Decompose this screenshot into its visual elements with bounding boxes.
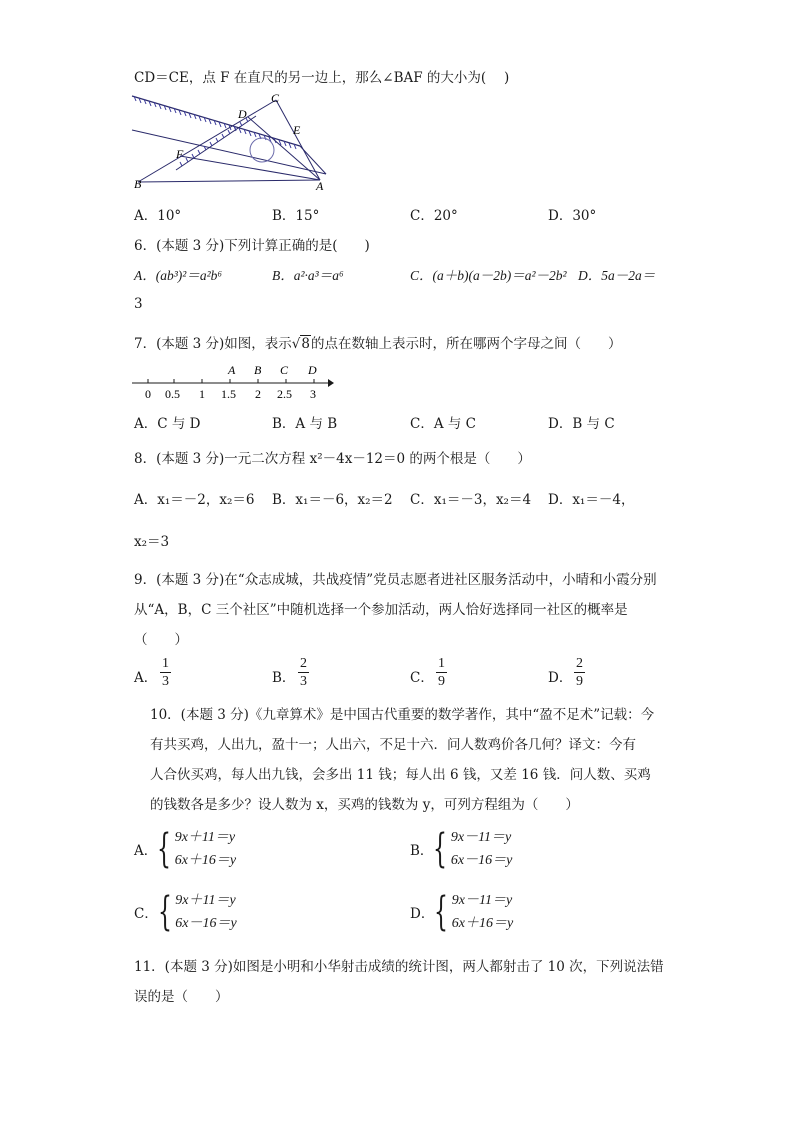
q6-option-d-cont: 3 xyxy=(134,296,143,312)
q9-b-den: 3 xyxy=(300,674,307,689)
q10-b-eq1: 9x－11＝y xyxy=(450,830,512,845)
brace-icon: { xyxy=(157,889,172,935)
q9-line-3: （ ） xyxy=(134,632,188,648)
q9-option-a-letter: A． xyxy=(134,670,158,686)
q9-a-num: 1 xyxy=(162,656,169,671)
q10-option-a[interactable] xyxy=(134,826,236,872)
q7-option-b[interactable]: B．A 与 B xyxy=(272,416,338,432)
q10-line-4: 的钱数各是多少？设人数为 x，买鸡的钱数为 y，可列方程组为（ ） xyxy=(150,797,579,813)
q9-option-d-letter: D． xyxy=(548,670,573,686)
label-E: E xyxy=(293,123,301,137)
q7-option-c[interactable]: C．A 与 C xyxy=(410,416,476,432)
q8-option-a[interactable]: A．x₁＝－2，x₂＝6 xyxy=(134,492,255,508)
q8-option-d-cont: x₂＝3 xyxy=(134,534,170,550)
label-C: C xyxy=(271,92,280,105)
q9-d-num: 2 xyxy=(576,656,583,671)
q10-d-eq1: 9x－11＝y xyxy=(451,893,513,908)
q5-stem: CD＝CE，点 F 在直尺的另一边上，那么∠BAF 的大小为( ) xyxy=(134,70,510,86)
q10-option-c[interactable] xyxy=(134,889,237,935)
sqrt-symbol: √ xyxy=(291,336,301,352)
q9-d-den: 9 xyxy=(576,674,583,689)
q6-stem: 6．(本题 3 分)下列计算正确的是( ) xyxy=(134,238,370,254)
letter-A: A xyxy=(228,363,236,377)
brace-icon: { xyxy=(434,889,449,935)
q10-c-eq2: 6x－16＝y xyxy=(175,916,237,931)
q7-stem-post: 的点在数轴上表示时，所在哪两个字母之间（ ） xyxy=(311,336,622,352)
label-A: A xyxy=(316,179,324,192)
q10-a-eq1: 9x＋11＝y xyxy=(174,830,236,845)
tick-2.5: 2.5 xyxy=(277,387,292,401)
q10-line-2: 有共买鸡，人出九，盈十一；人出六，不足十六．问人数鸡价各几何？译文：今有 xyxy=(150,737,636,753)
q9-option-b-letter: B． xyxy=(272,670,296,686)
q6-option-c[interactable]: C．(a＋b)(a－2b)＝a²－2b² xyxy=(410,268,567,283)
q9-c-num: 1 xyxy=(438,656,445,671)
tick-0: 0 xyxy=(145,387,151,401)
q10-option-b[interactable] xyxy=(410,826,512,872)
q10-d-letter: D． xyxy=(410,906,435,922)
q9-b-num: 2 xyxy=(300,656,307,671)
label-F: F xyxy=(176,147,184,161)
q7-radicand: 8 xyxy=(301,336,310,352)
q10-a-letter: A． xyxy=(134,843,158,859)
q5-figure xyxy=(128,92,338,192)
letter-D: D xyxy=(308,363,317,377)
q6-option-b[interactable]: B．a²·a³＝a⁶ xyxy=(272,268,344,283)
brace-icon: { xyxy=(433,826,448,872)
q10-b-letter: B． xyxy=(410,843,434,859)
q9-c-den: 9 xyxy=(438,674,445,689)
q5-option-b[interactable]: B．15° xyxy=(272,208,320,224)
q6-option-a[interactable]: A．(ab³)²＝a²b⁶ xyxy=(134,268,223,283)
q10-option-d[interactable] xyxy=(410,889,513,935)
q9-option-c-letter: C． xyxy=(410,670,434,686)
tick-1: 1 xyxy=(199,387,205,401)
q11-line-2: 误的是（ ） xyxy=(134,989,229,1005)
tick-2: 2 xyxy=(255,387,261,401)
q9-option-d[interactable] xyxy=(548,656,583,689)
q10-b-eq2: 6x－16＝y xyxy=(450,853,513,868)
q9-option-a[interactable] xyxy=(134,656,169,689)
q10-c-eq1: 9x＋11＝y xyxy=(175,893,236,908)
letter-C: C xyxy=(280,363,289,377)
q7-stem xyxy=(134,332,622,352)
q10-line-1: 10．(本题 3 分)《九章算术》是中国古代重要的数学著作，其中“盈不足术”记载：今 xyxy=(150,707,655,723)
q10-line-3: 人合伙买鸡，每人出九钱，会多出 11 钱；每人出 6 钱，又差 16 钱．问人数、买鸡 xyxy=(150,767,651,783)
q8-option-d[interactable]: D．x₁＝－4， xyxy=(548,492,635,508)
q10-d-eq2: 6x＋16＝y xyxy=(451,916,514,931)
q8-option-c[interactable]: C．x₁＝－3，x₂＝4 xyxy=(410,492,532,508)
label-B: B xyxy=(134,177,142,191)
q9-a-den: 3 xyxy=(162,674,169,689)
q9-option-c[interactable] xyxy=(410,656,445,689)
tick-1.5: 1.5 xyxy=(221,387,236,401)
q10-a-eq2: 6x＋16＝y xyxy=(174,853,237,868)
q10-c-letter: C． xyxy=(134,906,158,922)
tick-0.5: 0.5 xyxy=(165,387,180,401)
q8-option-b[interactable]: B．x₁＝－6，x₂＝2 xyxy=(272,492,393,508)
q11-line-1: 11．(本题 3 分)如图是小明和小华射击成绩的统计图，两人都射击了 10 次，下列说法错 xyxy=(134,959,664,975)
q5-option-a[interactable]: A．10° xyxy=(134,208,182,224)
brace-icon: { xyxy=(157,826,172,872)
q7-number-line xyxy=(130,362,340,402)
label-D: D xyxy=(238,107,247,121)
q8-stem: 8．(本题 3 分)一元二次方程 x²－4x－12＝0 的两个根是（ ） xyxy=(134,451,531,467)
q7-option-a[interactable]: A．C 与 D xyxy=(134,416,201,432)
q9-line-2: 从“A，B，C 三个社区”中随机选择一个参加活动，两人恰好选择同一社区的概率是 xyxy=(134,602,628,618)
q7-option-d[interactable]: D．B 与 C xyxy=(548,416,615,432)
q6-option-d[interactable]: D．5a－2a＝ xyxy=(578,268,656,283)
q5-option-d[interactable]: D．30° xyxy=(548,208,597,224)
q7-stem-pre: 7．(本题 3 分)如图，表示 xyxy=(134,336,292,352)
q9-line-1: 9．(本题 3 分)在“众志成城，共战疫情”党员志愿者进社区服务活动中，小晴和小霞分别 xyxy=(134,572,657,588)
tick-3: 3 xyxy=(310,387,316,401)
q5-option-c[interactable]: C．20° xyxy=(410,208,458,224)
letter-B: B xyxy=(254,363,262,377)
q9-option-b[interactable] xyxy=(272,656,307,689)
